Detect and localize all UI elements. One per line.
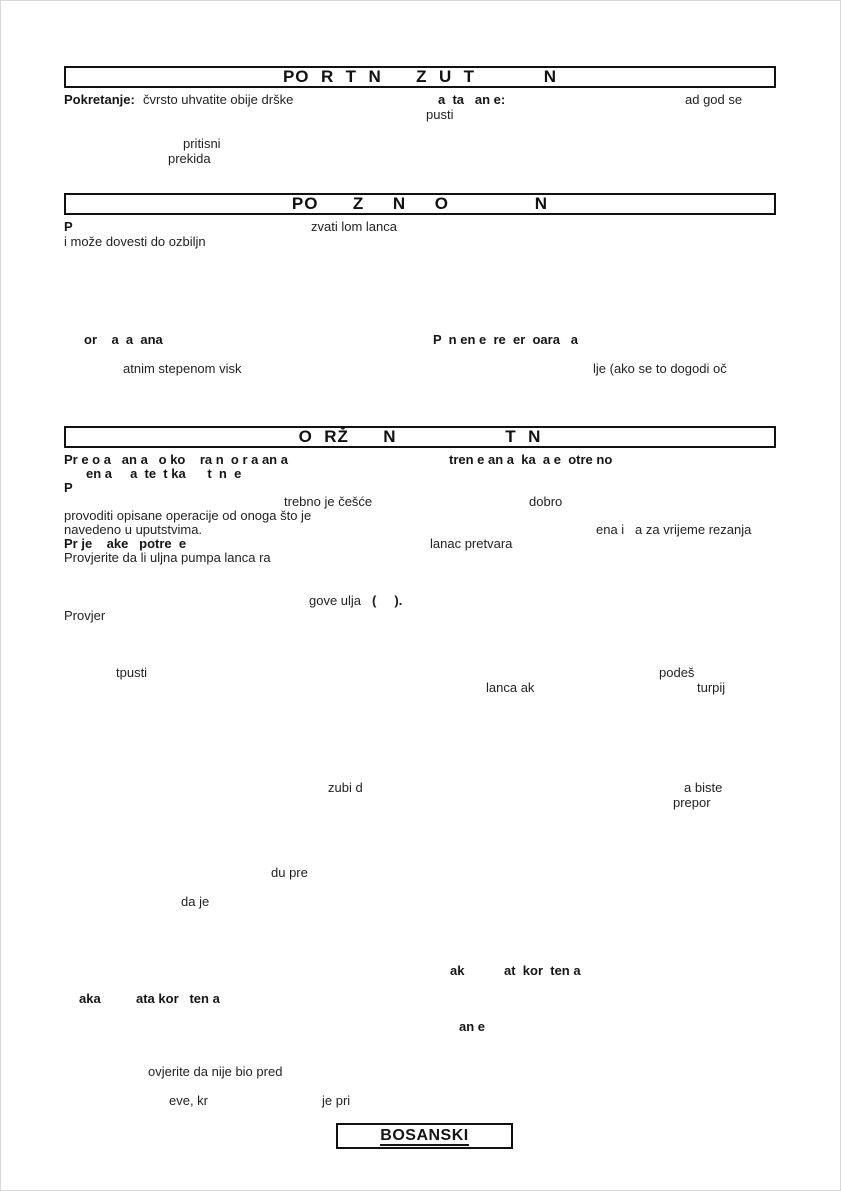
- text-fragment: aka: [79, 991, 101, 1006]
- text-fragment: or a a ana: [84, 332, 163, 347]
- section-header-box-3: [64, 426, 776, 448]
- text-fragment: je pri: [322, 1093, 351, 1108]
- language-label-box: [336, 1123, 513, 1149]
- section-header-box-2: [64, 193, 776, 215]
- text-fragment: Provjer: [64, 608, 106, 623]
- language-label: BOSANSKI: [380, 1126, 469, 1144]
- text-fragment: a biste: [684, 780, 723, 795]
- text-fragment: podeš: [659, 665, 695, 680]
- section-header-box-1: [64, 66, 776, 88]
- text-fragment: tpusti: [116, 665, 148, 680]
- text-fragment: pritisni: [183, 136, 221, 151]
- text-fragment: prepor: [673, 795, 711, 810]
- text-fragment: ad god se: [685, 92, 743, 107]
- text-fragment: turpij: [697, 680, 726, 695]
- section-header-1-text: PO R T N Z U T N: [282, 67, 558, 86]
- text-fragment: pusti: [426, 107, 454, 122]
- text-fragment: eve, kr: [169, 1093, 209, 1108]
- text-fragment: zvati lom lanca: [311, 219, 397, 234]
- text-fragment: Pr je ake potre e: [64, 536, 187, 551]
- text-fragment: i može dovesti do ozbiljn: [64, 234, 206, 249]
- text-fragment: P: [64, 480, 73, 495]
- text-fragment: P: [64, 219, 73, 234]
- text-fragment: provoditi opisane operacije od onoga što je: [64, 508, 312, 523]
- text-fragment: ovjerite da nije bio pred: [148, 1064, 283, 1079]
- text-fragment: Provjerite da li uljna pumpa lanca ra: [64, 550, 271, 565]
- text-fragment: gove ulja: [309, 593, 362, 608]
- section-header-3-text: O RŽ N T N: [298, 427, 542, 446]
- text-fragment: trebno je češće: [284, 494, 373, 509]
- text-fragment: lje (ako se to dogodi oč: [593, 361, 727, 376]
- text-fragment: lanac pretvara: [430, 536, 513, 551]
- text-fragment: an e: [459, 1019, 486, 1034]
- text-fragment: a ta an e:: [438, 92, 506, 107]
- section-header-2-text: PO Z N O N: [291, 194, 549, 213]
- text-fragment: navedeno u uputstvima.: [64, 522, 203, 537]
- text-fragment: ena i a za vrijeme rezanja: [596, 522, 752, 537]
- text-fragment: tren e an a ka a e otre no: [449, 452, 613, 467]
- text-fragment: da je: [181, 894, 210, 909]
- text-fragment: ( ).: [372, 593, 403, 608]
- text-fragment: atnim stepenom visk: [123, 361, 242, 376]
- text-fragment: at kor ten a: [504, 963, 581, 978]
- text-fragment: ata kor ten a: [136, 991, 220, 1006]
- text-fragment: en a a te t ka t n e: [86, 466, 242, 481]
- text-fragment: Pokretanje:: [64, 92, 135, 107]
- text-fragment: dobro: [529, 494, 563, 509]
- text-fragment: čvrsto uhvatite obije drške: [143, 92, 294, 107]
- text-fragment: P n en e re er oara a: [433, 332, 578, 347]
- text-fragment: ak: [450, 963, 465, 978]
- text-fragment: Pr e o a an a o ko ra n o r a an a: [64, 452, 288, 467]
- text-fragment: du pre: [271, 865, 308, 880]
- text-fragment: zubi d: [328, 780, 363, 795]
- text-fragment: prekida: [168, 151, 211, 166]
- text-fragment: lanca ak: [486, 680, 535, 695]
